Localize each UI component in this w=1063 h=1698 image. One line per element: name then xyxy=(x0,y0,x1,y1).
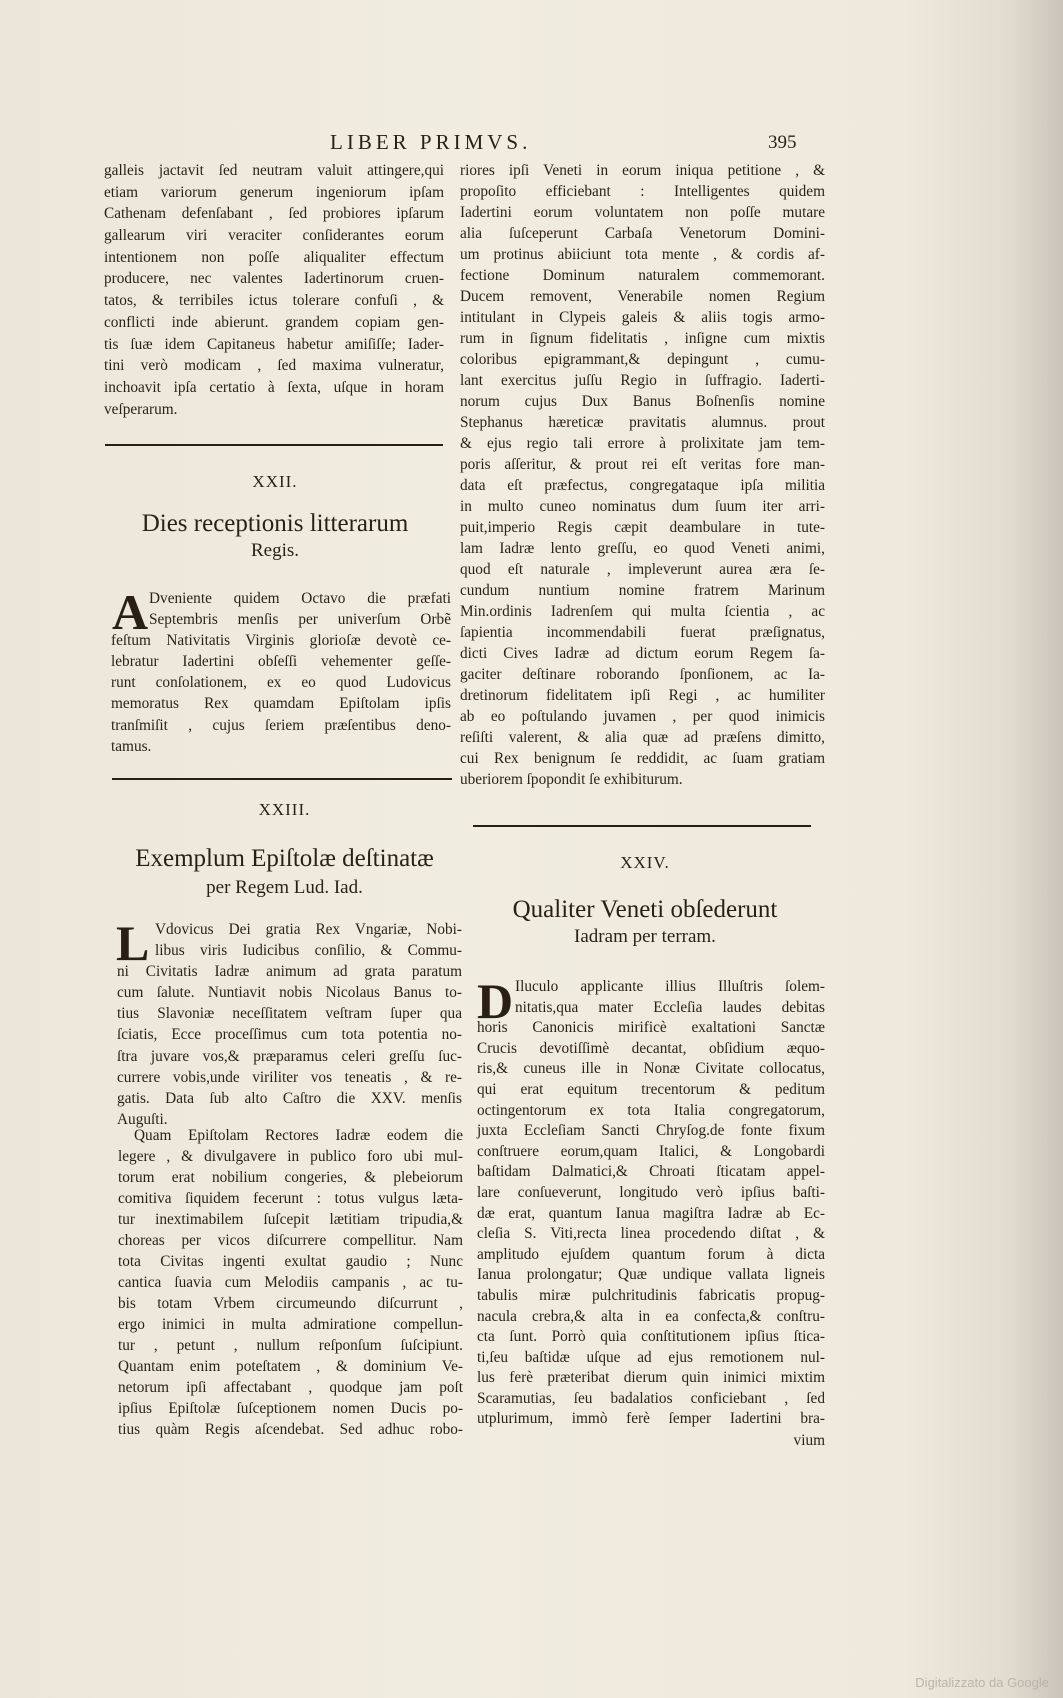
text-line: Iadertini eorum voluntatem non poſſe mutare xyxy=(460,204,825,221)
text-line: intitulant in Clypeis galeis & aliis togis armo- xyxy=(460,309,825,326)
text-line: choreas per vicos diſcurrere compellitur. Nam xyxy=(118,1232,463,1249)
text-line: alia ſuſceperunt Carbaſa Venetorum Domini- xyxy=(460,225,825,242)
section-number: XXIV. xyxy=(620,853,670,872)
digitization-watermark: Digitalizzato da Google xyxy=(915,1675,1049,1690)
text-line: in multo cuneo nominatus dum ſuum iter arri- xyxy=(460,498,825,515)
left-top-text xyxy=(104,160,444,420)
text-line: horis Canonicis mirificè exaltationi Sanctæ xyxy=(477,1019,825,1037)
text-line: Auguſti. xyxy=(117,1110,168,1128)
section-divider xyxy=(105,444,443,446)
text-line: Quantam enim poteſtatem , & dominium Ve- xyxy=(118,1358,463,1375)
text-line: cui Rex benignum ſe reddidit, ac ſuam gratiam xyxy=(460,750,825,767)
text-line: Iluculo applicante illius Illuſtris ſolem- xyxy=(515,978,825,995)
text-line: legere , & divulgavere in publico foro ubi mul- xyxy=(118,1148,463,1165)
text-line: reſiſti valerent, & alia quæ ad præſens dimitto, xyxy=(460,729,825,746)
text-line: nitatis,qua mater Eccleſia laudes debitas xyxy=(515,998,825,1016)
text-line: dicti Cives Iadræ ad dictum eorum Regem ſa- xyxy=(460,645,825,662)
section-subtitle: Iadram per terram. xyxy=(574,926,716,947)
section-22-text xyxy=(111,584,451,757)
text-line: dæ erat, quantum Ianua magiſtra Iadræ ab Ec- xyxy=(477,1204,825,1222)
text-line: um protinus abiiciunt tota mente , & cordis af- xyxy=(460,246,825,263)
section-title: Qualiter Veneti obſederunt xyxy=(512,896,778,923)
text-line: propoſito efficiebant : Intelligentes quidem xyxy=(460,183,825,200)
text-line: gallearum viri veraciter conſiderantes eorum xyxy=(104,227,444,245)
section-number: XXIII. xyxy=(258,800,311,819)
text-line: Stephanus hæreticæ pravitatis alumnus. prout xyxy=(460,414,825,431)
text-line: netorum ipſi affectabant , quodque jam poſt xyxy=(118,1379,463,1396)
running-title: LIBER PRIMVS. xyxy=(330,130,532,154)
text-line: nacula crebra,& alta in ea confecta,& conſtru- xyxy=(477,1307,825,1325)
right-top-text xyxy=(460,160,825,790)
text-line: ris,& cuneus ille in Nonæ Civitate collocatus, xyxy=(477,1060,825,1078)
catchword: vium xyxy=(793,1432,825,1449)
text-line: ergo inimici in multa admiratione compellun- xyxy=(118,1316,463,1333)
text-line: gaciter deſtinare roborando ſponſionem, ac Ia- xyxy=(460,666,825,683)
text-line: qui erat equitum trecentorum & peditum xyxy=(477,1080,825,1098)
section-subtitle: Regis. xyxy=(250,540,300,561)
text-line: Septembris menſis per univerſum Orbẽ xyxy=(149,611,451,629)
text-line: galleis jactavit ſed neutram valuit attingere,qui xyxy=(104,162,444,179)
text-line: Scaramutias, ſeu badalatios conficiebant , ſed xyxy=(477,1389,825,1407)
text-line: ab eo poſtulando juvamen , per quod inimicis xyxy=(460,708,825,725)
text-line: comitiva ſiquidem fecerunt : totus vulgus læta- xyxy=(118,1190,463,1207)
text-line: baſtidam Dalmatici,& Chroati ſticatam appel- xyxy=(477,1163,825,1181)
text-line: libus viris Iudicibus conſilio, & Commu- xyxy=(155,942,462,960)
section-number: XXII. xyxy=(252,472,298,491)
text-line: inchoavit ipſa certatio à ſexta, uſque in horam xyxy=(104,378,444,396)
text-line: ſtra juvare vos,& præparamus celeri greſſu ſuc- xyxy=(117,1047,462,1065)
section-23-text xyxy=(118,1125,463,1440)
text-line: gatis. Data ſub alto Caſtro die XXV. menſis xyxy=(117,1089,462,1107)
text-line: data eſt præfectus, congregataque ipſa militia xyxy=(460,477,825,494)
page-number: 395 xyxy=(768,132,797,153)
text-line: Crucis devotiſſimè decantat, obſidium æquo- xyxy=(477,1039,825,1057)
text-line: feſtum Nativitatis Virginis glorioſæ devotè ce- xyxy=(111,632,451,650)
text-line: tamus. xyxy=(111,737,152,755)
text-line: tabulis miræ pulchritudinis fabricatis propug- xyxy=(477,1286,825,1304)
text-line: ſciatis, Ecce proceſſimus cum tota potentia no- xyxy=(117,1026,462,1044)
text-line: currere vobis,unde viriliter vos teneatis , & re- xyxy=(117,1068,462,1086)
text-line: runt conſolationem, ex eo quod Ludovicus xyxy=(111,674,451,692)
text-line: lare conſueverunt, longitudo verò ipſius baſti- xyxy=(477,1183,825,1201)
text-line: amplitudo ejuſdem quantum forum à dicta xyxy=(477,1245,825,1263)
text-line: bis totam Vrbem circumeundo diſcurrunt , xyxy=(118,1295,463,1312)
text-line: cleſia S. Viti,recta linea procedendo diſtat , & xyxy=(477,1225,825,1243)
text-line: tis ſuæ idem Capitaneus habetur amiſiſſe; Iader- xyxy=(104,335,444,353)
section-divider xyxy=(112,778,452,780)
text-line: uberiorem ſpopondit ſe exhibiturum. xyxy=(460,771,683,788)
text-line: utplurimum, immò ferè ſemper Iadertini bra- xyxy=(477,1410,825,1428)
text-line: conflicti inde abierunt. grandem copiam gen- xyxy=(104,313,444,331)
text-line: coloribus epigrammant,& depingunt , cumu- xyxy=(460,351,825,368)
text-line: ni Civitatis Iadræ animum ad grata paratum xyxy=(117,963,462,981)
text-line: lebratur Iadertini obſeſſi vehementer geſſe- xyxy=(111,653,451,671)
text-line: tatos, & terribiles ictus tolerare confuſi , & xyxy=(104,292,444,310)
text-line: dretinorum fidelitatem ipſi Regi , ac humiliter xyxy=(460,687,825,704)
text-line: memoratus Rex quamdam Epiſtolam ipſis xyxy=(111,695,451,713)
section-title: Exemplum Epiſtolæ deſtinatæ xyxy=(135,845,434,872)
section-subtitle: per Regem Lud. Iad. xyxy=(206,877,363,898)
text-line: conſtruere eorum,quam Italici, & Longobardi xyxy=(477,1142,825,1160)
text-line: producere, nec valentes Iadertinorum cruen- xyxy=(104,270,444,288)
text-line: Ianua prolongatur; Quæ undique vallata ligneis xyxy=(477,1266,825,1284)
text-line: cum ſalute. Nuntiavit nobis Nicolaus Banus to- xyxy=(117,984,462,1002)
text-line: Vdovicus Dei gratia Rex Vngariæ, Nobi- xyxy=(155,921,462,938)
text-line: cundum nuntium nomine fratrem Marinum xyxy=(460,582,825,599)
text-line: tota Civitas ingenti exultat gaudio ; Nunc xyxy=(118,1253,463,1270)
text-line: quod eſt naturale , impleverunt aurea æra ſe- xyxy=(460,561,825,578)
text-line: cantica ſuavia cum Melodiis campanis , ac tu- xyxy=(118,1274,463,1291)
text-line: lus ferè præteribat dierum quin inimici mixtim xyxy=(477,1369,825,1387)
text-line: ipſius Epiſtolæ ſuſceptionem nomen Ducis po- xyxy=(118,1400,463,1417)
text-line: ti,ſeu baſtidæ uſque ad ejus remotionem nul- xyxy=(477,1348,825,1366)
text-line: & ejus regio tali errore à prolixitate jam tem- xyxy=(460,435,825,452)
text-line: poris aſſeritur, & prout rei eſt veritas fore man- xyxy=(460,456,825,473)
catchword-block xyxy=(477,1430,825,1451)
text-line: ſapientia incommendabili fuerat præſignatus, xyxy=(460,624,825,641)
text-line: juxta Eccleſiam Sancti Chryſog.de fonte fixum xyxy=(477,1122,825,1140)
text-line: Dveniente quidem Octavo die præfati xyxy=(149,590,451,607)
text-line: lant exercitus juſſu Regio in ſuffragio. Iaderti- xyxy=(460,372,825,389)
drop-cap: D xyxy=(477,973,514,1029)
text-line: fectione Dominum naturalem commemorant. xyxy=(460,267,825,284)
text-line: tius Slavoniæ neceſſitatem veſtram ſuper qua xyxy=(117,1005,462,1023)
text-line: lam Iadræ lento greſſu, eo quod Veneti animi, xyxy=(460,540,825,557)
text-line: cta ſunt. Porrò quia conſtitutionem ipſius ſtica- xyxy=(477,1328,825,1346)
text-line: riores ipſi Veneti in eorum iniqua petitione , & xyxy=(460,162,825,179)
text-line: tini verò modicam , ſed maxima vulneratur, xyxy=(104,357,444,375)
text-line: octingentorum ex tota Italia congregatorum, xyxy=(477,1101,825,1119)
section-divider xyxy=(473,825,811,827)
text-line: intentionem non poſſe aliqualiter effectum xyxy=(104,248,444,266)
text-line: norum cujus Dux Banus Boſnenſis nomine xyxy=(460,393,825,410)
text-line: Cathenam defenſabant , ſed probiores ipſarum xyxy=(104,205,444,223)
text-line: tur , petunt , nullum reſponſum ſuſcipiunt. xyxy=(118,1337,463,1354)
text-line: tranſmiſit , cujus ſeriem præſentibus deno- xyxy=(111,716,451,734)
text-line: veſperarum. xyxy=(104,400,178,418)
section-24-text xyxy=(477,973,825,1430)
text-line: puit,imperio Regis cæpit deambulare in tute- xyxy=(460,519,825,536)
drop-cap: A xyxy=(112,584,149,640)
text-line: rum in ſignum fidelitatis , inſigne cum mixtis xyxy=(460,330,825,347)
text-line: torum erat nobilium congeries, & plebeiorum xyxy=(118,1169,463,1186)
text-line: tius quàm Regis aſcendebat. Sed adhuc robo- xyxy=(118,1421,463,1438)
letter-text xyxy=(116,915,462,1130)
drop-cap: L xyxy=(116,915,150,971)
section-title: Dies receptionis litterarum xyxy=(141,510,409,537)
text-line: Quam Epiſtolam Rectores Iadræ eodem die xyxy=(134,1127,463,1144)
text-line: Min.ordinis Iadrenſem qui multa ſcientia , ac xyxy=(460,603,825,620)
text-line: Ducem removent, Venerabile nomen Regium xyxy=(460,288,825,305)
text-line: etiam variorum generum ingeniorum ipſam xyxy=(104,183,444,201)
text-line: tur inextimabilem ſuſcepit lætitiam tripudia,& xyxy=(118,1211,463,1228)
